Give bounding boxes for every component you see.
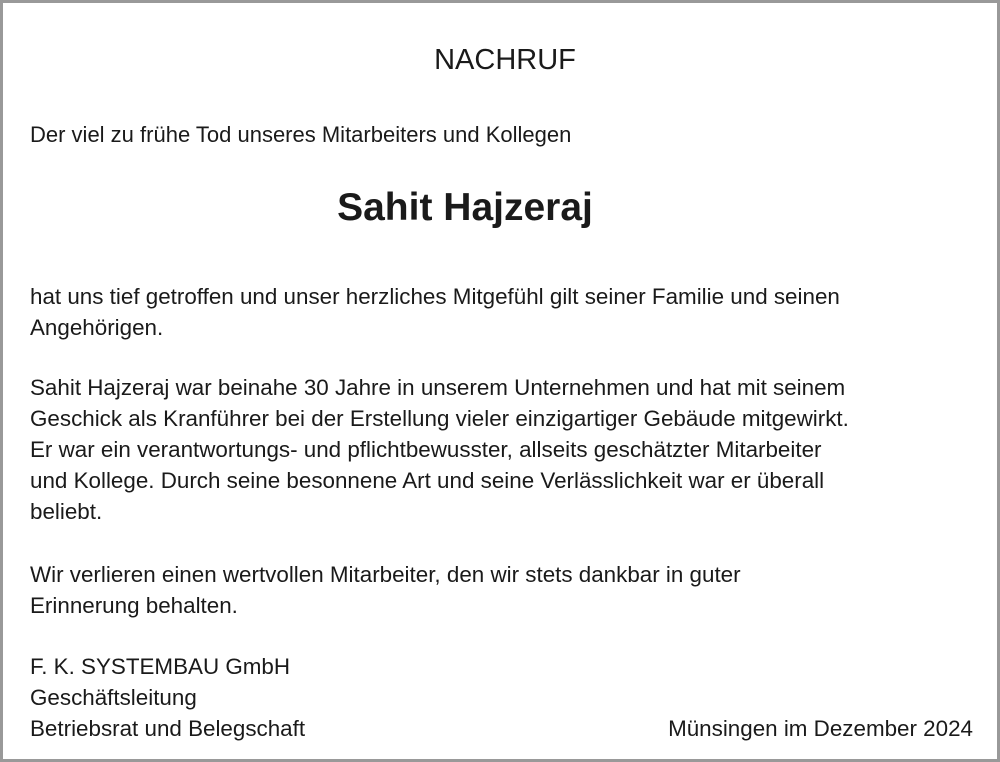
company-name: F. K. SYSTEMBAU GmbH <box>30 654 291 679</box>
text-line: Sahit Hajzeraj war beinahe 30 Jahre in unserem Unternehmen und hat mit seinem <box>30 375 846 400</box>
text-line: Geschick als Kranführer bei der Erstellung vieler einzigartiger Gebäude mitgewirkt. <box>30 406 849 431</box>
place-date: Münsingen im Dezember 2024 <box>668 716 973 741</box>
text-line: und Kollege. Durch seine besonnene Art und seine Verlässlichkeit war er überall <box>30 468 825 493</box>
paragraph-condolence <box>30 281 840 343</box>
signature-block <box>30 651 305 744</box>
paragraph-closing <box>30 559 741 621</box>
obituary-heading: NACHRUF <box>434 44 576 76</box>
text-line: hat uns tief getroffen und unser herzliches Mitgefühl gilt seiner Familie und seinen <box>30 284 840 309</box>
intro-text: Der viel zu frühe Tod unseres Mitarbeiters und Kollegen <box>30 122 572 147</box>
text-line: Erinnerung behalten. <box>30 593 238 618</box>
signatory: Betriebsrat und Belegschaft <box>30 716 306 741</box>
signatory: Geschäftsleitung <box>30 685 197 710</box>
deceased-name: Sahit Hajzeraj <box>337 186 593 229</box>
paragraph-tribute <box>30 372 849 527</box>
text-line: beliebt. <box>30 499 103 524</box>
text-line: Wir verlieren einen wertvollen Mitarbeiter, den wir stets dankbar in guter <box>30 562 741 587</box>
text-line: Er war ein verantwortungs- und pflichtbewusster, allseits geschätzter Mitarbeiter <box>30 437 822 462</box>
text-line: Angehörigen. <box>30 315 164 340</box>
